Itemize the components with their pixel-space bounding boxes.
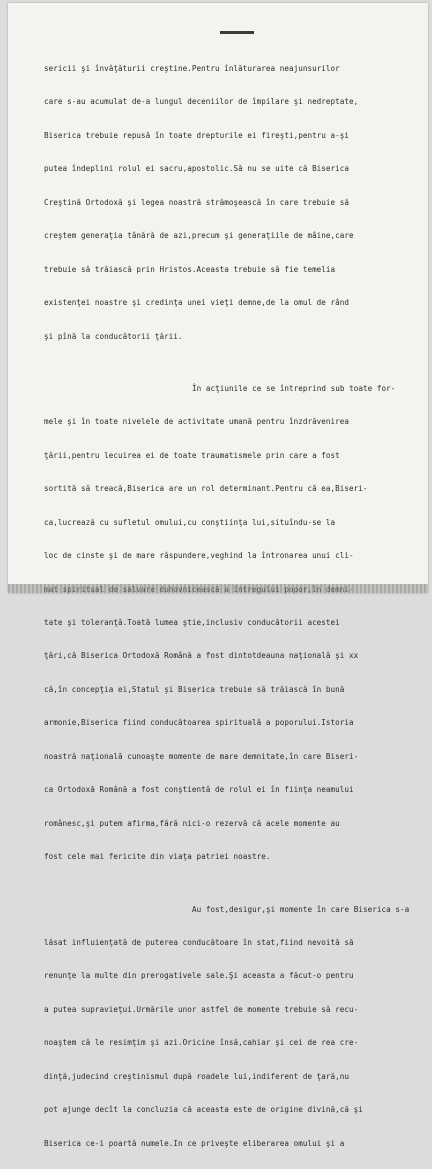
text-line: Biserica trebuie repusă în toate drepturile ei fireşti,pentru a-şi <box>44 130 350 140</box>
text-line: tate şi toleranţă.Toată lumea ştie,inclusiv conducătorii acestei <box>44 618 340 627</box>
text-line: ţări,că Biserica Ortodoxă Română a fost dintotdeauna naţională şi xx <box>44 651 359 661</box>
text-line: sortită să treacă,Biserica are un rol determinant.Pentru că ea,Biseri- <box>44 484 368 494</box>
text-line: Biserica ce-i poartă numele.In ce priveşte eliberarea omului şi a <box>44 1138 345 1148</box>
text-line: noastră naţională cunoaşte momente de mare demnitate,în care Biseri- <box>44 751 359 761</box>
text-line: Creştină Ortodoxă şi legea noastră strămoşească în care trebuie să <box>44 197 350 207</box>
paragraph-start-line: În acţiunile ce se întreprind sub toate for- <box>192 383 396 393</box>
text-line: ca Ortodoxă Română a fost conştientă de rolul ei în fiinţa neamului <box>44 785 354 795</box>
text-line: românesc,şi putem afirma,fără nici-o rezervă că acele momente au <box>44 818 340 828</box>
top-mark <box>220 31 254 34</box>
document-body <box>44 43 428 1169</box>
text-line: ca,lucrează cu sufletul omului,cu conştiinţa lui,situîndu-se la <box>44 517 336 527</box>
archive-footer-stamp <box>8 584 428 593</box>
text-line: renunţe la multe din prerogativele sale.Şi aceasta a făcut-o pentru <box>44 971 354 981</box>
text-line: care s-au acumulat de-a lungul deceniilor de împilare şi nedreptate, <box>44 97 359 107</box>
text-line: mele şi în toate nivelele de activitate umană pentru înzdrăvenirea <box>44 417 350 427</box>
text-line: ţării,pentru lecuirea ei de toate traumatismele prin care a fost <box>44 450 340 460</box>
text-line: noaştem că le resimţim şi azi.Oricine însă,cahiar şi cei de rea cre- <box>44 1038 359 1048</box>
text-line: sericii şi învăţăturii creştine.Pentru înlăturarea neajunsurilor <box>44 64 340 73</box>
text-line: creştem generaţia tânără de azi,precum şi generaţiile de mâine,care <box>44 231 354 241</box>
text-line: dinţă,judecind creştinismul după roadele lui,indiferent de ţară,nu <box>44 1071 350 1081</box>
text-line: că,în concepţia ei,Statul şi Biserica trebuie să trăiască în bună <box>44 684 345 694</box>
text-line: a putea supravieţui.Urmările unor astfel de momente trebuie să recu- <box>44 1004 359 1014</box>
text-line: şi pînă la conducătorii ţării. <box>44 331 183 341</box>
text-line: lăsat influienţată de puterea conducătoare în stat,fiind nevoită să <box>44 937 354 947</box>
text-line: pot ajunge decît la concluzia că aceasta este de origine divină,că şi <box>44 1105 363 1115</box>
document-page <box>8 3 428 1148</box>
text-line: fost cele mai fericite din viaţa patriei noastre. <box>44 852 271 862</box>
text-line: loc de cinste şi de mare răspundere,veghind la întronarea unui cli- <box>44 551 354 561</box>
text-line: trebuie să trăiască prin Hristos.Aceasta trebuie să fie temelia <box>44 264 336 274</box>
text-line: armonie,Biserica fiind conducătoarea spirituală a poporului.Istoria <box>44 718 354 728</box>
paragraph-start-line: Au fost,desigur,şi momente în care Biserica s-a <box>192 904 410 914</box>
text-line: existenţei noastre şi credinţa unei vieţi demne,de la omul de rând <box>44 298 350 308</box>
text-line: putea îndeplini rolul ei sacru,apostolic.Să nu se uite că Biserica <box>44 164 350 174</box>
